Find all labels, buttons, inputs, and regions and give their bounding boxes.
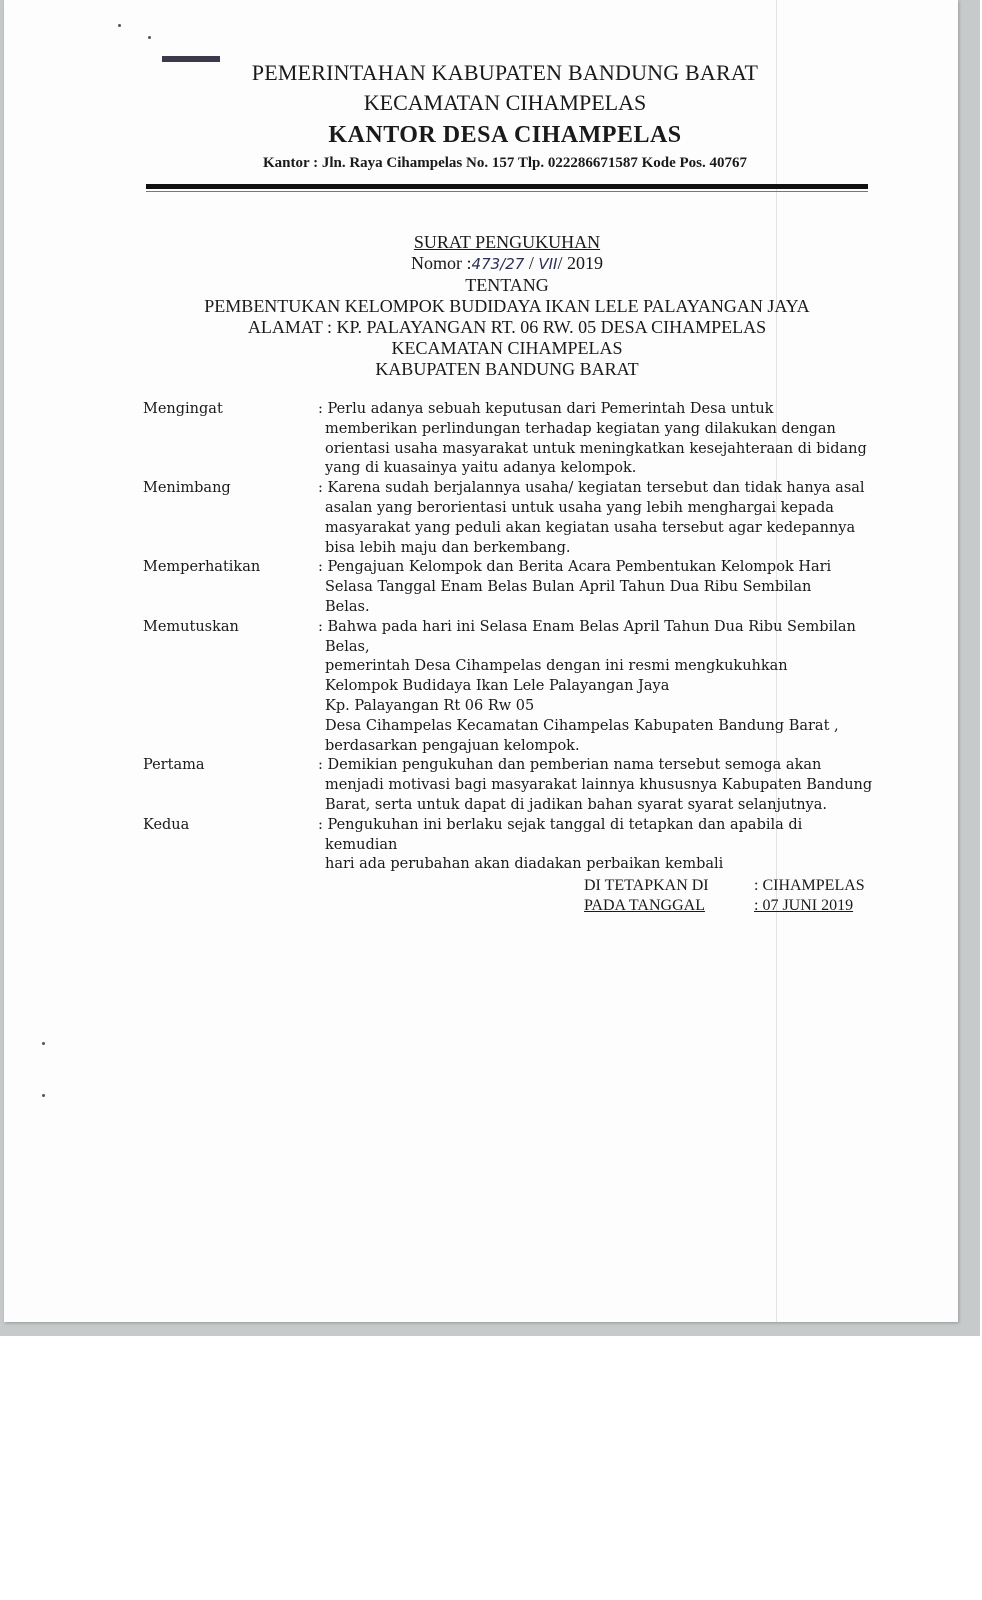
letterhead-office: KANTOR DESA CIHAMPELAS	[328, 122, 682, 148]
clause-label: Memutuskan	[143, 618, 239, 635]
scan-speck	[118, 24, 121, 27]
clause-line: Selasa Tanggal Enam Belas Bulan April Tahun Dua Ribu Sembilan	[325, 579, 812, 596]
clause-label: Mengingat	[143, 401, 223, 417]
document-number: Nomor :473/27 / VII/ 2019	[411, 253, 603, 273]
clause-body	[315, 816, 873, 875]
signature-block	[584, 876, 874, 916]
clause-line: yang di kuasainya yaitu adanya kelompok.	[325, 460, 637, 477]
clause-line: : Perlu adanya sebuah keputusan dari Pemerintah Desa untuk	[318, 401, 774, 417]
clause-line: Belas.	[325, 598, 370, 615]
document-tentang: TENTANG	[465, 275, 549, 295]
clause-line: masyarakat yang peduli akan kegiatan usaha tersebut agar kedepannya	[325, 519, 856, 536]
clause-line: Belas,	[325, 638, 370, 655]
handwritten-number: 473/27	[471, 255, 525, 273]
signature-date-row	[584, 896, 874, 916]
clause-label: Memperhatikan	[143, 559, 261, 576]
scan-speck	[42, 1094, 45, 1097]
clause-line: Kelompok Budidaya Ikan Lele Palayangan Jaya	[325, 678, 670, 695]
clause-body	[315, 756, 873, 815]
document-title-block	[146, 232, 868, 380]
document-title: SURAT PENGUKUHAN	[413, 232, 601, 252]
clause-row	[143, 756, 873, 815]
clause-row	[143, 618, 873, 757]
clause-line: : Demikian pengukuhan dan pemberian nama tersebut semoga akan	[318, 757, 822, 774]
clause-line: : Bahwa pada hari ini Selasa Enam Belas April Tahun Dua Ribu Sembilan	[318, 618, 856, 635]
clause-line: pemerintah Desa Cihampelas dengan ini resmi mengkukuhkan	[325, 658, 788, 675]
clauses-section	[143, 400, 873, 875]
signature-place-label: DI TETAPKAN DI	[584, 877, 709, 894]
clause-label: Menimbang	[143, 480, 231, 497]
letterhead-divider	[146, 184, 868, 189]
signature-date-value: : 07 JUNI 2019	[754, 897, 854, 914]
clause-body	[315, 558, 873, 617]
clause-row	[143, 558, 873, 617]
signature-date-label: PADA TANGGAL	[584, 897, 705, 914]
clause-line: memberikan perlindungan terhadap kegiatan yang dilakukan dengan	[325, 420, 836, 437]
letterhead-regency: PEMERINTAHAN KABUPATEN BANDUNG BARAT	[251, 60, 759, 85]
clause-line: : Karena sudah berjalannya usaha/ kegiatan tersebut dan tidak hanya asal	[318, 480, 865, 497]
letterhead-district: KECAMATAN CIHAMPELAS	[363, 90, 647, 115]
clause-line: Barat, serta untuk dapat di jadikan bahan syarat syarat selanjutnya.	[325, 796, 827, 813]
clause-line: hari ada perubahan akan diadakan perbaikan kembali	[325, 856, 724, 873]
letterhead-address: Kantor : Jln. Raya Cihampelas No. 157 Tlp. 022286671587 Kode Pos. 40767	[262, 155, 748, 171]
document-subject-district: KECAMATAN CIHAMPELAS	[391, 338, 623, 358]
clause-line: Kp. Palayangan Rt 06 Rw 05	[325, 697, 535, 714]
clause-line: asalan yang berorientasi untuk usaha yang lebih menghargai kepada	[325, 499, 834, 516]
clause-label: Pertama	[143, 757, 205, 774]
clause-body	[315, 479, 873, 558]
clause-row	[143, 400, 873, 479]
clause-line: orientasi usaha masyarakat untuk meningkatkan kesejahteraan di bidang	[325, 440, 867, 457]
letterhead-divider-thin	[146, 191, 868, 192]
scan-speck	[42, 1042, 45, 1045]
document-address: ALAMAT : KP. PALAYANGAN RT. 06 RW. 05 DESA CIHAMPELAS	[247, 317, 767, 337]
document-subject-regency: KABUPATEN BANDUNG BARAT	[375, 359, 639, 379]
clause-line: menjadi motivasi bagi masyarakat lainnya khususnya Kabupaten Bandung	[325, 777, 873, 794]
clause-row	[143, 816, 873, 875]
clause-line: bisa lebih maju dan berkembang.	[325, 539, 571, 556]
clause-line: : Pengukuhan ini berlaku sejak tanggal di tetapkan dan apabila di kemudian	[318, 816, 803, 853]
clause-body	[315, 618, 873, 757]
signature-place-value: : CIHAMPELAS	[754, 877, 865, 894]
clause-row	[143, 479, 873, 558]
clause-body	[315, 400, 873, 479]
letterhead	[140, 58, 870, 174]
clause-label: Kedua	[143, 816, 190, 833]
scan-speck	[148, 36, 151, 39]
clause-line: berdasarkan pengajuan kelompok.	[325, 737, 580, 754]
signature-place-row	[584, 876, 874, 896]
clause-line: Desa Cihampelas Kecamatan Cihampelas Kabupaten Bandung Barat ,	[325, 717, 839, 734]
handwritten-month: VII	[538, 255, 558, 273]
clause-line: : Pengajuan Kelompok dan Berita Acara Pembentukan Kelompok Hari	[318, 559, 832, 576]
document-subject: PEMBENTUKAN KELOMPOK BUDIDAYA IKAN LELE PALAYANGAN JAYA	[204, 296, 810, 316]
